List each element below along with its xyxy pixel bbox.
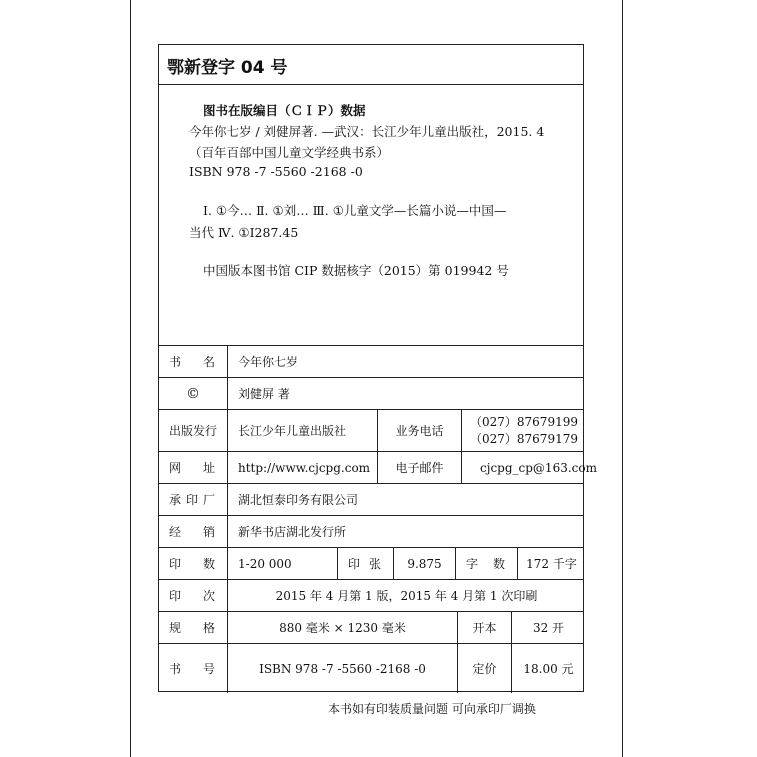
- print-count-label: 印 数: [169, 557, 215, 571]
- publisher-value: 长江少年儿童出版社: [227, 410, 377, 451]
- email-label: 电子邮件: [377, 452, 461, 483]
- book-number-label: 书 号: [169, 662, 215, 676]
- format-value: 32 开: [511, 612, 585, 643]
- sheet-value: 9.875: [393, 548, 455, 579]
- author-value: 刘健屏 著: [227, 378, 585, 409]
- cip-approval-number: 中国版本图书馆 CIP 数据核字（2015）第 019942 号: [203, 263, 509, 278]
- book-number-value: ISBN 978 -7 -5560 -2168 -0: [227, 644, 457, 693]
- spec-label: 规 格: [169, 621, 215, 635]
- printer-label: 承 印 厂: [169, 493, 215, 507]
- table-row: [159, 579, 583, 611]
- print-count-value: 1-20 000: [227, 548, 337, 579]
- table-row: [159, 611, 583, 643]
- phone-2: （027）87679179: [470, 431, 578, 446]
- distributor-value: 新华书店湖北发行所: [227, 516, 585, 547]
- email-value: cjcpg_cp@163.com: [461, 452, 585, 483]
- table-row: [159, 643, 583, 693]
- edition-value: 2015 年 4 月第 1 版，2015 年 4 月第 1 次印刷: [227, 580, 585, 611]
- cip-heading: 图书在版编目（ＣＩＰ）数据: [203, 103, 366, 118]
- cip-classification-2: 当代 Ⅳ. ①I287.45: [189, 225, 299, 240]
- registration-number: 鄂新登字 04 号: [159, 45, 583, 85]
- price-value: 18.00 元: [511, 644, 585, 693]
- table-row: [159, 345, 583, 377]
- cip-line-1: 今年你七岁 / 刘健屏著. —武汉：长江少年儿童出版社，2015. 4: [189, 124, 545, 139]
- spec-value: 880 毫米 × 1230 毫米: [227, 612, 457, 643]
- table-row: [159, 451, 597, 483]
- table-row: [159, 547, 583, 579]
- copyright-symbol: ©: [186, 385, 200, 402]
- copyright-page-box: [158, 44, 597, 692]
- quality-notice: 本书如有印装质量问题 可向承印厂调换: [328, 702, 536, 716]
- word-count-label: 字 数: [455, 548, 517, 579]
- phone-1: （027）87679199: [470, 414, 578, 429]
- word-count-value: 172 千字: [517, 548, 585, 579]
- publisher-label: 出版发行: [168, 424, 217, 438]
- cip-isbn: ISBN 978 -7 -5560 -2168 -0: [189, 164, 363, 179]
- cip-classification-1: Ⅰ. ①今… Ⅱ. ①刘… Ⅲ. ①儿童文学—长篇小说—中国—: [203, 203, 507, 218]
- edition-label: 印 次: [169, 589, 215, 603]
- price-label: 定价: [457, 644, 511, 693]
- table-row: [159, 409, 583, 451]
- distributor-label: 经 销: [169, 525, 215, 539]
- cip-line-2: （百年百部中国儿童文学经典书系）: [189, 145, 390, 160]
- printer-value: 湖北恒泰印务有限公司: [227, 484, 585, 515]
- title-value: 今年你七岁: [227, 346, 585, 377]
- title-label: 书 名: [169, 355, 215, 369]
- website-label: 网 址: [169, 461, 215, 475]
- table-row: [159, 515, 583, 547]
- format-label: 开本: [457, 612, 511, 643]
- phone-label: 业务电话: [377, 410, 461, 451]
- sheet-label: 印 张: [337, 548, 393, 579]
- phone-numbers: [461, 410, 585, 451]
- table-row: [159, 377, 583, 409]
- table-row: [159, 483, 583, 515]
- website-value: http://www.cjcpg.com: [227, 452, 377, 483]
